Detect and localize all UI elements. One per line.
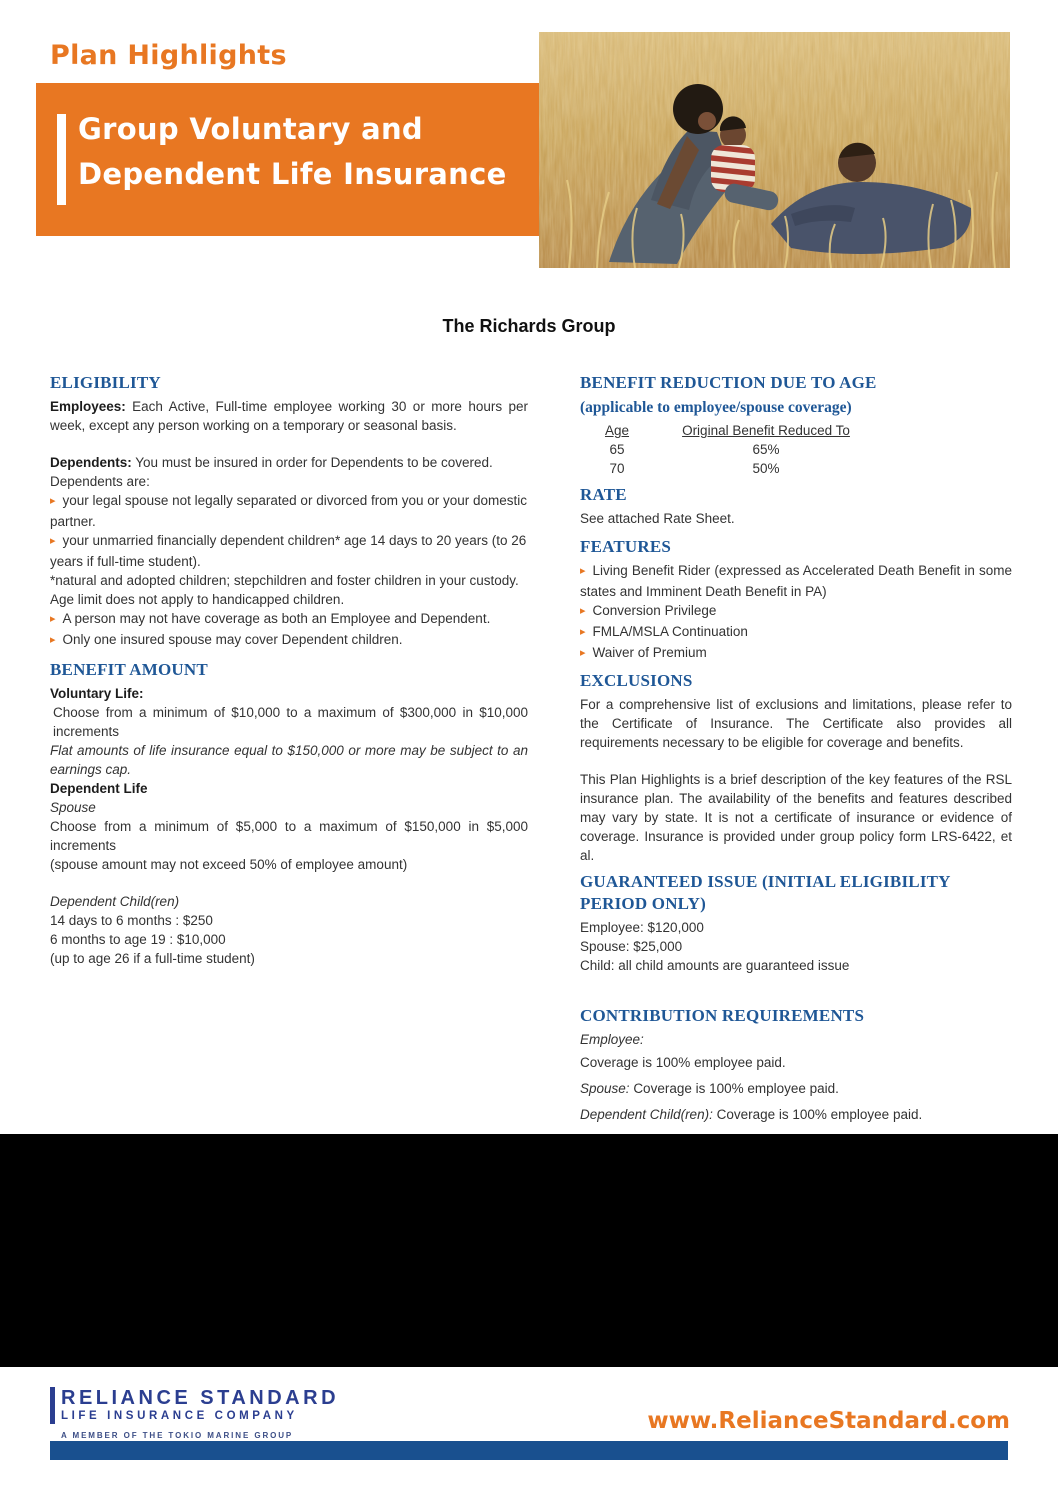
dependent-bullet-children <box>50 531 528 571</box>
logo-text-block <box>61 1387 339 1424</box>
bullet-icon: ▸ <box>50 634 56 646</box>
section-heading-features: FEATURES <box>580 537 672 556</box>
dependent-bullet-dual-coverage <box>50 609 528 630</box>
reliance-standard-logo <box>50 1387 339 1440</box>
contribution-spouse-text: Coverage is 100% employee paid. <box>633 1081 839 1096</box>
footer-blue-bar <box>50 1441 1008 1460</box>
voluntary-life-label <box>50 684 528 703</box>
contribution-child-line <box>580 1105 1012 1124</box>
left-column <box>50 372 528 968</box>
bullet-text: Living Benefit Rider (expressed as Accelerated Death Benefit in some states and Imminent Death Benefit in PA) <box>580 563 1012 599</box>
employees-label: Employees: <box>50 399 126 414</box>
dependents-are-line: Dependents are: <box>50 474 150 489</box>
contribution-employee-text: Coverage is 100% employee paid. <box>580 1055 786 1070</box>
bullet-text: Waiver of Premium <box>592 645 707 660</box>
logo-top <box>50 1387 339 1424</box>
feature-bullet-living-benefit <box>580 561 1012 601</box>
document-title-line2: Dependent Life Insurance <box>78 157 507 191</box>
children-footnote: *natural and adopted children; stepchildren and foster children in your custody. <box>50 573 519 588</box>
title-banner <box>36 83 541 236</box>
exclusions-text: For a comprehensive list of exclusions and limitations, please refer to the Certificate of Insurance. The Certificate also provides all requirements necessary to be eligible for coverage and benefits. <box>580 697 1012 750</box>
bullet-text: your unmarried financially dependent children* age 14 days to 20 years (to 26 years if full-time student). <box>50 533 527 569</box>
contribution-child-text: Coverage is 100% employee paid. <box>716 1107 923 1122</box>
section-heading-benefit-amount: BENEFIT AMOUNT <box>50 660 208 679</box>
age-cell: 65 <box>609 442 625 457</box>
spacer <box>50 874 528 892</box>
right-column <box>580 372 1012 1124</box>
dependents-label: Dependents: <box>50 455 132 470</box>
document-title-line1: Group Voluntary and <box>78 112 423 146</box>
table-row <box>594 459 1012 478</box>
dependent-life-label <box>50 779 528 798</box>
spacer <box>580 975 1012 993</box>
bullet-icon: ▸ <box>580 605 586 617</box>
bullet-text: A person may not have coverage as both an Employee and Dependent. <box>62 611 491 626</box>
logo-accent-bar <box>50 1387 55 1424</box>
rate-text: See attached Rate Sheet. <box>580 511 735 526</box>
bullet-text: Only one insured spouse may cover Dependent children. <box>62 632 403 647</box>
guaranteed-issue-child: Child: all child amounts are guaranteed issue <box>580 958 850 973</box>
voluntary-life-label-text: Voluntary Life: <box>50 686 144 701</box>
voluntary-life-text: Choose from a minimum of $10,000 to a maximum of $300,000 in $10,000 increments <box>53 705 528 739</box>
spouse-benefit-note: (spouse amount may not exceed 50% of employee amount) <box>50 857 408 872</box>
logo-member-line: A MEMBER OF THE TOKIO MARINE GROUP <box>61 1431 294 1440</box>
redacted-block <box>0 1134 1058 1367</box>
reduced-to-column-header: Original Benefit Reduced To <box>682 423 850 438</box>
bullet-icon: ▸ <box>580 565 586 577</box>
bullet-icon: ▸ <box>50 495 56 507</box>
client-name-heading: The Richards Group <box>442 316 616 336</box>
bullet-text: your legal spouse not legally separated or divorced from you or your domestic partner. <box>50 493 528 529</box>
plan-disclaimer-text: This Plan Highlights is a brief description of the key features of the RSL insurance plan. The availability of the benefits and features described may vary by state. It is not a certificate of insurance or evidence of coverage. Insurance is provided under group policy form LRS-6422, et al. <box>580 772 1012 863</box>
section-heading-contribution: CONTRIBUTION REQUIREMENTS <box>580 1006 865 1025</box>
family-photo <box>539 32 1010 268</box>
section-heading-exclusions: EXCLUSIONS <box>580 671 693 690</box>
spouse-benefit-text: Choose from a minimum of $5,000 to a maximum of $150,000 in $5,000 increments <box>50 819 528 853</box>
logo-company-subtitle: LIFE INSURANCE COMPANY <box>61 1410 298 1422</box>
age-table-header-row <box>594 421 1012 440</box>
dependent-bullet-one-spouse <box>50 630 528 651</box>
dependents-text: You must be insured in order for Dependents to be covered. <box>135 455 493 470</box>
guaranteed-issue-employee: Employee: $120,000 <box>580 920 704 935</box>
section-heading-benefit-reduction: BENEFIT REDUCTION DUE TO AGE <box>580 373 877 392</box>
website-link[interactable]: www.RelianceStandard.com <box>647 1408 1010 1434</box>
dependent-life-label-text: Dependent Life <box>50 781 148 796</box>
age-limit-note: Age limit does not apply to handicapped children. <box>50 592 345 607</box>
child-benefit-line2: 6 months to age 19 : $10,000 <box>50 932 226 947</box>
bullet-text: Conversion Privilege <box>592 603 717 618</box>
benefit-reduction-subheading: (applicable to employee/spouse coverage) <box>580 399 852 416</box>
contribution-employee-label: Employee: <box>580 1032 644 1047</box>
dependents-paragraph <box>50 453 528 472</box>
spouse-label: Spouse <box>50 800 96 815</box>
dependent-child-label: Dependent Child(ren) <box>50 894 180 909</box>
flat-amount-note: Flat amounts of life insurance equal to $150,000 or more may be subject to an earnings cap. <box>50 743 528 777</box>
bullet-icon: ▸ <box>580 647 586 659</box>
section-heading-rate: RATE <box>580 485 627 504</box>
child-benefit-line1: 14 days to 6 months : $250 <box>50 913 213 928</box>
section-heading-eligibility: ELIGIBILITY <box>50 373 161 392</box>
document-eyebrow-title: Plan Highlights <box>50 40 287 71</box>
contribution-spouse-line <box>580 1079 1012 1098</box>
contribution-spouse-label: Spouse: <box>580 1081 630 1096</box>
document-title <box>78 107 507 197</box>
age-column-header: Age <box>604 423 630 438</box>
reduced-to-cell: 50% <box>752 461 780 476</box>
contribution-child-label: Dependent Child(ren): <box>580 1107 713 1122</box>
bullet-icon: ▸ <box>50 535 56 547</box>
child-benefit-line3: (up to age 26 if a full-time student) <box>50 951 255 966</box>
table-row <box>594 440 1012 459</box>
bullet-icon: ▸ <box>50 613 56 625</box>
section-heading-guaranteed-issue: GUARANTEED ISSUE (INITIAL ELIGIBILITY PERIOD ONLY) <box>580 872 951 913</box>
banner-accent-bar <box>57 114 66 205</box>
bullet-icon: ▸ <box>580 626 586 638</box>
reduced-to-cell: 65% <box>752 442 780 457</box>
spacer <box>50 435 528 453</box>
feature-bullet-waiver <box>580 643 1012 664</box>
bullet-text: FMLA/MSLA Continuation <box>592 624 748 639</box>
guaranteed-issue-spouse: Spouse: $25,000 <box>580 939 683 954</box>
employees-text: Each Active, Full-time employee working 30 or more hours per week, except any person working on a temporary or seasonal basis. <box>50 399 528 433</box>
spacer <box>580 752 1012 770</box>
age-cell: 70 <box>609 461 625 476</box>
employees-paragraph <box>50 397 528 435</box>
age-reduction-table <box>594 421 1012 478</box>
dependent-bullet-spouse <box>50 491 528 531</box>
feature-bullet-conversion <box>580 601 1012 622</box>
feature-bullet-fmla <box>580 622 1012 643</box>
logo-company-name: RELIANCE STANDARD <box>61 1387 340 1409</box>
